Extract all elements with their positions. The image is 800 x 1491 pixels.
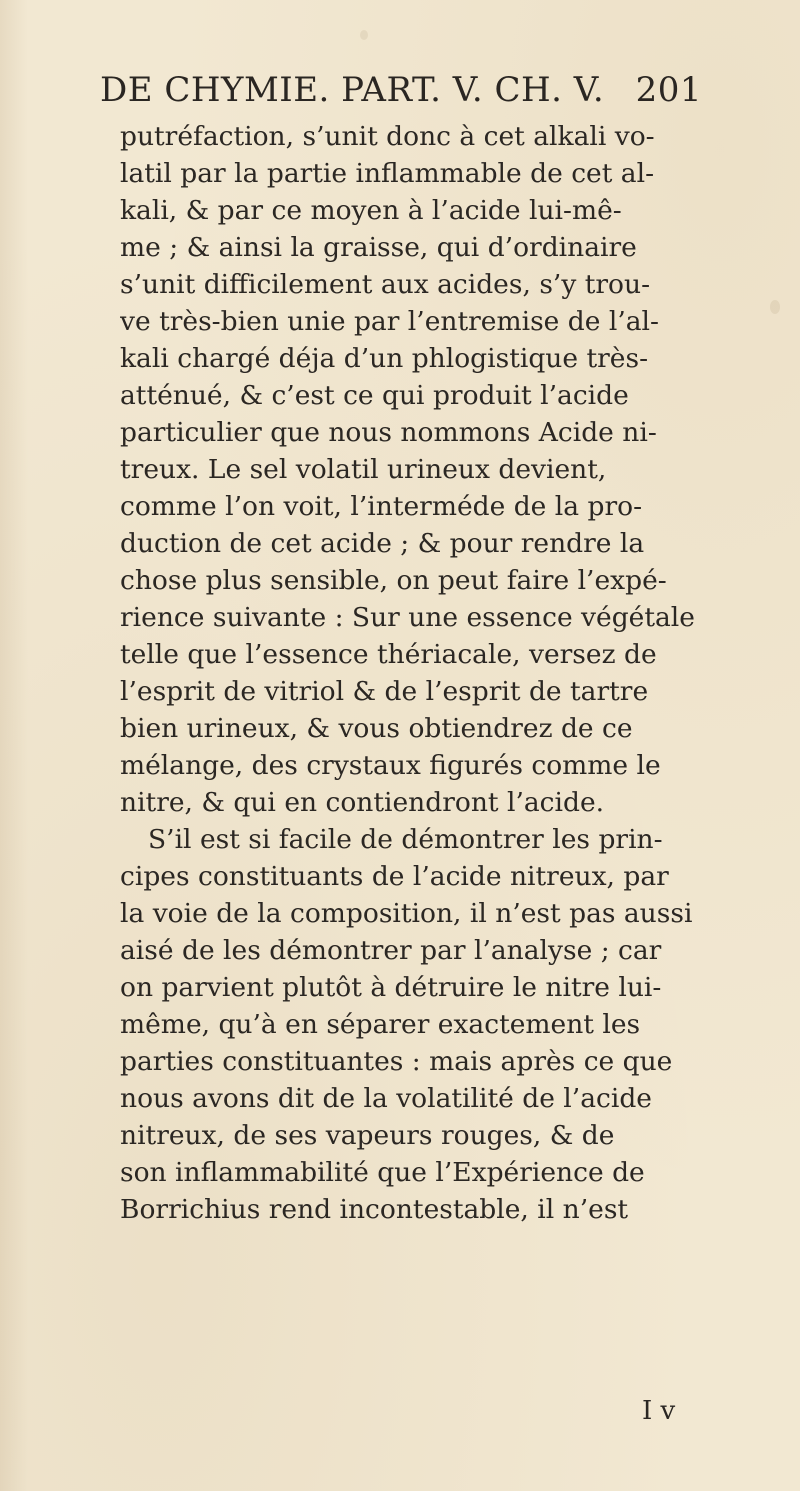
text-line: nitreux, de ses vapeurs rouges, & de bbox=[120, 1120, 615, 1151]
text-line: atténué, & c’est ce qui produit l’acide bbox=[120, 380, 629, 411]
text-line: ve très-bien unie par l’entremise de l’al- bbox=[120, 306, 659, 337]
catchword: I v bbox=[642, 1396, 676, 1426]
body-text bbox=[120, 118, 720, 1228]
text-line: mélange, des crystaux figurés comme le bbox=[120, 750, 661, 781]
text-line: cipes constituants de l’acide nitreux, par bbox=[120, 861, 669, 892]
text-line: kali chargé déja d’un phlogistique très- bbox=[120, 343, 649, 374]
text-line: telle que l’essence thériacale, versez de bbox=[120, 639, 657, 670]
text-line: treux. Le sel volatil urineux devient, bbox=[120, 454, 607, 485]
text-line: chose plus sensible, on peut faire l’expé- bbox=[120, 565, 667, 596]
text-line: nitre, & qui en contiendront l’acide. bbox=[120, 787, 605, 818]
text-line: rience suivante : Sur une essence végétale bbox=[120, 602, 695, 633]
text-line: latil par la partie inflammable de cet al- bbox=[120, 158, 655, 189]
page-number: 201 bbox=[635, 70, 702, 110]
paper-stain bbox=[770, 300, 780, 314]
running-head-title: DE CHYMIE. PART. V. CH. V. bbox=[100, 70, 605, 110]
text-line: bien urineux, & vous obtiendrez de ce bbox=[120, 713, 633, 744]
text-line: kali, & par ce moyen à l’acide lui-mê- bbox=[120, 195, 622, 226]
text-line: duction de cet acide ; & pour rendre la bbox=[120, 528, 645, 559]
text-line: la voie de la composition, il n’est pas aussi bbox=[120, 898, 693, 929]
text-line: même, qu’à en séparer exactement les bbox=[120, 1009, 641, 1040]
text-line: parties constituantes : mais après ce que bbox=[120, 1046, 673, 1077]
text-line: me ; & ainsi la graisse, qui d’ordinaire bbox=[120, 232, 637, 263]
text-line: particulier que nous nommons Acide ni- bbox=[120, 417, 657, 448]
text-line: s’unit difficilement aux acides, s’y trou- bbox=[120, 269, 651, 300]
text-line: putréfaction, s’unit donc à cet alkali vo- bbox=[120, 121, 655, 152]
text-line: aisé de les démontrer par l’analyse ; car bbox=[120, 935, 662, 966]
text-line: nous avons dit de la volatilité de l’acide bbox=[120, 1083, 652, 1114]
text-line: comme l’on voit, l’interméde de la pro- bbox=[120, 491, 643, 522]
text-line: Borrichius rend incontestable, il n’est bbox=[120, 1194, 629, 1225]
paper-stain bbox=[360, 30, 368, 40]
running-head bbox=[100, 70, 700, 120]
text-line: S’il est si facile de démontrer les prin- bbox=[148, 824, 663, 855]
text-line: on parvient plutôt à détruire le nitre lui- bbox=[120, 972, 662, 1003]
text-line: l’esprit de vitriol & de l’esprit de tartre bbox=[120, 676, 649, 707]
text-line: son inflammabilité que l’Expérience de bbox=[120, 1157, 645, 1188]
